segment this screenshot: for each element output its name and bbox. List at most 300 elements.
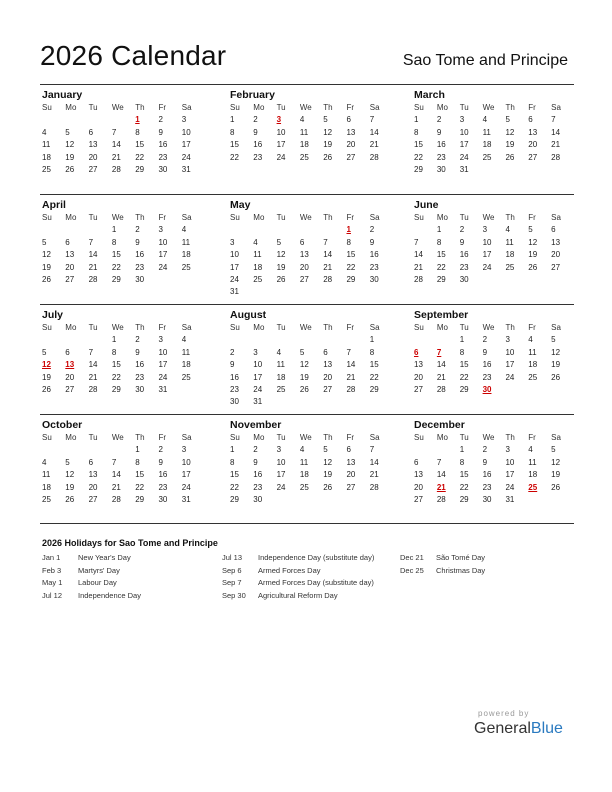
day-cell: 4 — [505, 225, 510, 235]
day-cell: 3 — [181, 445, 187, 455]
weekday-label: We — [482, 103, 495, 112]
day-cell: 21 — [369, 140, 379, 150]
empty-cell — [414, 224, 437, 236]
empty-cell — [65, 334, 88, 346]
empty-cell — [370, 286, 393, 298]
day-cell: 14 — [436, 360, 446, 370]
day-cell: 23 — [482, 482, 492, 492]
week-row — [42, 262, 226, 274]
day-cell: 17 — [253, 372, 263, 382]
day-cell: 6 — [65, 347, 70, 357]
holiday-date: Sep 6 — [222, 565, 242, 575]
weekday-header — [414, 102, 574, 114]
day-cell: 24 — [230, 274, 239, 284]
weekday-label: Sa — [181, 433, 192, 442]
day-cell: 9 — [158, 127, 163, 137]
day-cell: 20 — [346, 470, 356, 480]
day-cell: 21 — [88, 262, 98, 272]
day-cell: 21 — [323, 262, 333, 272]
day-cell: 22 — [436, 262, 446, 272]
weekday-label: Tu — [88, 103, 98, 112]
week-row — [230, 469, 412, 481]
day-cell: 29 — [135, 494, 145, 504]
day-cell: 23 — [158, 482, 168, 492]
weekday-label: Fr — [158, 323, 167, 332]
empty-cell — [42, 224, 65, 236]
day-cell: 4 — [482, 115, 488, 125]
weekday-label: Tu — [459, 103, 469, 112]
day-cell: 1 — [436, 225, 442, 235]
day-cell: 10 — [482, 237, 492, 247]
week-row — [230, 139, 412, 151]
day-cell: 10 — [181, 127, 191, 137]
day-cell: 18 — [505, 250, 515, 260]
weekday-label: Mo — [436, 433, 448, 442]
empty-cell — [89, 444, 112, 456]
day-cell: 11 — [528, 347, 537, 357]
weekday-label: Fr — [528, 103, 536, 112]
day-cell: 17 — [276, 470, 286, 480]
day-cell: 23 — [482, 372, 492, 382]
day-cell: 9 — [436, 127, 442, 137]
empty-cell — [437, 334, 460, 346]
day-cell: 23 — [459, 262, 469, 272]
weekday-label: Sa — [369, 433, 380, 442]
empty-cell — [182, 274, 205, 286]
empty-cell — [346, 334, 369, 346]
day-cell: 7 — [88, 237, 94, 247]
day-cell: 17 — [505, 360, 515, 370]
day-cell: 20 — [414, 482, 423, 492]
weekday-label: Su — [230, 433, 240, 442]
holiday-name: Armed Forces Day (substitute day) — [258, 578, 374, 588]
day-cell: 15 — [111, 250, 121, 260]
day-cell: 20 — [65, 372, 75, 382]
day-cell: 28 — [88, 384, 98, 394]
weekday-label: Su — [42, 323, 52, 332]
empty-cell — [300, 286, 323, 298]
week-row — [414, 494, 574, 506]
weekday-label: We — [482, 213, 495, 222]
day-cell: 27 — [551, 262, 561, 272]
weekday-label: Fr — [528, 323, 536, 332]
day-cell: 23 — [230, 384, 239, 394]
day-cell: 2 — [369, 225, 375, 235]
empty-cell — [42, 334, 65, 346]
day-cell: 6 — [346, 445, 351, 455]
day-cell: 27 — [346, 152, 356, 162]
week-row — [230, 262, 412, 274]
weekday-label: Su — [414, 103, 424, 112]
weekday-header — [414, 212, 574, 224]
day-cell: 28 — [436, 494, 446, 504]
day-cell: 21 — [436, 372, 446, 382]
holiday-day-cell: 3 — [276, 115, 282, 125]
day-cell: 2 — [482, 335, 488, 345]
weekday-header — [230, 432, 412, 444]
day-cell: 18 — [299, 470, 309, 480]
day-cell: 18 — [482, 140, 492, 150]
day-cell: 19 — [65, 482, 75, 492]
day-cell: 24 — [276, 482, 286, 492]
day-cell: 23 — [135, 262, 145, 272]
day-cell: 16 — [230, 372, 239, 382]
day-cell: 7 — [346, 347, 351, 357]
day-cell: 29 — [414, 164, 423, 174]
day-cell: 18 — [528, 470, 538, 480]
day-cell: 11 — [299, 457, 309, 467]
holiday-name: Labour Day — [78, 578, 117, 588]
day-cell: 23 — [253, 152, 263, 162]
empty-cell — [253, 334, 276, 346]
day-cell: 6 — [414, 457, 419, 467]
day-cell: 18 — [253, 262, 263, 272]
day-cell: 7 — [414, 237, 419, 247]
day-cell: 14 — [323, 250, 333, 260]
week-row — [414, 262, 574, 274]
weekday-label: Su — [42, 213, 52, 222]
day-cell: 10 — [230, 250, 239, 260]
day-cell: 20 — [88, 152, 98, 162]
day-cell: 26 — [323, 152, 333, 162]
day-cell: 8 — [459, 457, 465, 467]
weekday-label: Sa — [369, 323, 380, 332]
day-cell: 19 — [323, 470, 333, 480]
day-cell: 16 — [253, 140, 263, 150]
weekday-label: Tu — [88, 433, 98, 442]
day-cell: 4 — [299, 115, 305, 125]
empty-cell — [323, 224, 346, 236]
day-cell: 19 — [551, 470, 561, 480]
day-cell: 1 — [459, 335, 465, 345]
month-november — [226, 415, 412, 523]
month-name: February — [230, 89, 275, 101]
day-cell: 5 — [528, 225, 533, 235]
day-cell: 15 — [459, 360, 469, 370]
day-cell: 2 — [253, 115, 258, 125]
day-cell: 20 — [299, 262, 309, 272]
day-cell: 5 — [65, 127, 70, 137]
day-cell: 29 — [436, 274, 446, 284]
empty-cell — [346, 494, 369, 506]
day-cell: 4 — [181, 335, 187, 345]
day-cell: 18 — [181, 360, 191, 370]
day-cell: 1 — [111, 225, 117, 235]
day-cell: 20 — [551, 250, 561, 260]
day-cell: 7 — [551, 115, 556, 125]
holiday-name: Independence Day (substitute day) — [258, 553, 375, 562]
day-cell: 12 — [505, 127, 515, 137]
month-august — [226, 305, 412, 414]
weekday-label: Mo — [65, 103, 77, 112]
day-cell: 22 — [230, 152, 239, 162]
month-name: July — [42, 309, 64, 321]
empty-cell — [230, 224, 253, 236]
day-cell: 20 — [414, 372, 423, 382]
day-cell: 4 — [253, 237, 258, 247]
day-cell: 3 — [482, 225, 488, 235]
day-cell: 3 — [230, 237, 235, 247]
holiday-entry — [222, 552, 374, 565]
day-cell: 26 — [65, 164, 75, 174]
day-cell: 29 — [230, 494, 239, 504]
day-cell: 11 — [253, 250, 262, 260]
day-cell: 14 — [88, 360, 98, 370]
day-cell: 9 — [135, 237, 140, 247]
empty-cell — [505, 384, 528, 396]
day-cell: 24 — [459, 152, 469, 162]
holiday-day-cell: 13 — [65, 360, 75, 370]
empty-cell — [528, 384, 551, 396]
day-cell: 5 — [323, 115, 328, 125]
day-cell: 10 — [158, 347, 168, 357]
holiday-entry — [222, 577, 374, 590]
day-cell: 16 — [135, 360, 145, 370]
day-cell: 21 — [414, 262, 423, 272]
holiday-day-cell: 21 — [436, 482, 446, 492]
holiday-name: New Year's Day — [78, 553, 131, 562]
day-cell: 28 — [551, 152, 561, 162]
empty-cell — [89, 114, 112, 126]
day-cell: 14 — [346, 360, 356, 370]
weekday-label: We — [111, 213, 124, 222]
day-cell: 12 — [551, 347, 561, 357]
day-cell: 10 — [505, 457, 515, 467]
day-cell: 5 — [65, 457, 70, 467]
weekday-label: Th — [323, 103, 333, 112]
week-row — [42, 372, 226, 384]
holiday-name: Agricultural Reform Day — [258, 590, 338, 600]
weekday-header — [230, 102, 412, 114]
empty-cell — [346, 396, 369, 408]
powered-by-text: powered by — [478, 709, 530, 718]
day-cell: 24 — [276, 152, 286, 162]
holiday-day-cell: 1 — [346, 225, 351, 235]
weekday-label: Su — [230, 323, 240, 332]
day-cell: 30 — [369, 274, 379, 284]
day-cell: 22 — [369, 372, 379, 382]
day-cell: 6 — [551, 225, 556, 235]
day-cell: 24 — [181, 482, 191, 492]
day-cell: 15 — [230, 140, 239, 150]
week-row — [230, 274, 412, 286]
day-cell: 7 — [436, 457, 442, 467]
week-row — [230, 444, 412, 456]
quarter-row — [40, 84, 574, 194]
empty-cell — [277, 396, 300, 408]
weekday-label: Tu — [88, 213, 98, 222]
day-cell: 1 — [230, 115, 235, 125]
empty-cell — [414, 444, 437, 456]
day-cell: 24 — [253, 384, 263, 394]
day-cell: 31 — [158, 384, 168, 394]
week-row — [42, 444, 226, 456]
holiday-entry — [400, 552, 485, 565]
day-cell: 9 — [158, 457, 163, 467]
week-row — [414, 127, 574, 139]
day-cell: 22 — [346, 262, 356, 272]
day-cell: 27 — [323, 384, 333, 394]
holiday-day-cell: 7 — [436, 347, 442, 357]
week-row — [42, 114, 226, 126]
week-row — [230, 359, 412, 371]
day-cell: 25 — [299, 152, 309, 162]
day-cell: 29 — [111, 384, 121, 394]
day-cell: 28 — [323, 274, 333, 284]
day-cell: 6 — [65, 237, 70, 247]
week-row — [414, 457, 574, 469]
empty-cell — [42, 114, 65, 126]
day-cell: 13 — [346, 457, 356, 467]
day-cell: 22 — [459, 372, 469, 382]
month-name: April — [42, 199, 66, 211]
weekday-label: Th — [505, 323, 515, 332]
day-cell: 29 — [111, 274, 121, 284]
day-cell: 18 — [528, 360, 538, 370]
day-cell: 27 — [88, 164, 98, 174]
day-cell: 19 — [299, 372, 309, 382]
brand-logo[interactable] — [474, 720, 563, 738]
weekday-header — [414, 322, 574, 334]
day-cell: 11 — [181, 237, 191, 247]
day-cell: 1 — [111, 335, 117, 345]
day-cell: 16 — [369, 250, 379, 260]
day-cell: 9 — [135, 347, 140, 357]
empty-cell — [300, 494, 323, 506]
holiday-date: Feb 3 — [42, 565, 62, 575]
week-row — [230, 482, 412, 494]
weekday-label: Sa — [551, 433, 561, 442]
empty-cell — [277, 224, 300, 236]
weekday-label: Sa — [551, 213, 561, 222]
day-cell: 4 — [276, 347, 282, 357]
day-cell: 20 — [346, 140, 356, 150]
day-cell: 13 — [65, 250, 75, 260]
week-row — [414, 237, 574, 249]
day-cell: 22 — [135, 152, 145, 162]
week-row — [42, 482, 226, 494]
week-row — [414, 444, 574, 456]
day-cell: 1 — [135, 445, 140, 455]
day-cell: 30 — [482, 494, 492, 504]
weekday-label: Fr — [158, 433, 167, 442]
day-cell: 1 — [369, 335, 375, 345]
weekday-label: Sa — [181, 213, 192, 222]
weekday-label: Fr — [158, 213, 167, 222]
weekday-label: Tu — [88, 323, 98, 332]
day-cell: 8 — [414, 127, 419, 137]
holiday-name: São Tomé Day — [436, 553, 486, 562]
weekday-label: We — [111, 323, 124, 332]
quarter-row — [40, 304, 574, 414]
day-cell: 5 — [505, 115, 510, 125]
week-row — [414, 384, 574, 396]
day-cell: 26 — [551, 482, 561, 492]
day-cell: 2 — [253, 445, 258, 455]
week-row — [230, 494, 412, 506]
day-cell: 11 — [181, 347, 191, 357]
empty-cell — [253, 286, 276, 298]
day-cell: 13 — [299, 250, 309, 260]
day-cell: 8 — [230, 457, 235, 467]
day-cell: 26 — [528, 262, 538, 272]
day-cell: 4 — [42, 457, 47, 467]
day-cell: 17 — [505, 470, 515, 480]
month-june — [412, 195, 574, 304]
month-february — [226, 85, 412, 194]
day-cell: 24 — [158, 262, 168, 272]
empty-cell — [505, 164, 528, 176]
day-cell: 20 — [323, 372, 333, 382]
month-march — [412, 85, 574, 194]
holiday-entry — [400, 565, 485, 578]
holiday-name: Armed Forces Day — [258, 565, 321, 575]
day-cell: 21 — [369, 470, 379, 480]
holiday-date: Jan 1 — [42, 553, 61, 562]
day-cell: 27 — [65, 274, 75, 284]
day-cell: 19 — [551, 360, 561, 370]
day-cell: 22 — [414, 152, 423, 162]
day-cell: 16 — [135, 250, 145, 260]
day-cell: 5 — [42, 237, 47, 247]
weekday-label: Th — [505, 213, 515, 222]
weekday-label: Mo — [253, 103, 265, 112]
week-row — [414, 224, 574, 236]
day-cell: 16 — [482, 360, 492, 370]
day-cell: 26 — [505, 152, 515, 162]
day-cell: 18 — [42, 482, 51, 492]
day-cell: 10 — [505, 347, 515, 357]
empty-cell — [528, 274, 551, 286]
weekday-label: We — [482, 433, 495, 442]
day-cell: 14 — [414, 250, 423, 260]
day-cell: 6 — [528, 115, 533, 125]
week-row — [230, 334, 412, 346]
weekday-label: Tu — [459, 323, 469, 332]
weekday-header — [42, 212, 226, 224]
day-cell: 26 — [276, 274, 286, 284]
day-cell: 9 — [482, 457, 488, 467]
day-cell: 12 — [65, 140, 75, 150]
day-cell: 17 — [181, 140, 191, 150]
empty-cell — [65, 114, 88, 126]
day-cell: 30 — [253, 494, 263, 504]
day-cell: 7 — [111, 127, 117, 137]
month-september — [412, 305, 574, 414]
weekday-header — [42, 432, 226, 444]
weekday-header — [230, 212, 412, 224]
empty-cell — [277, 286, 300, 298]
week-row — [42, 249, 226, 261]
day-cell: 28 — [346, 384, 356, 394]
day-cell: 21 — [346, 372, 356, 382]
day-cell: 1 — [230, 445, 235, 455]
page-title: 2026 Calendar — [40, 40, 227, 71]
day-cell: 4 — [181, 225, 187, 235]
day-cell: 15 — [135, 470, 145, 480]
week-row — [230, 347, 412, 359]
month-name: August — [230, 309, 267, 321]
day-cell: 28 — [111, 494, 121, 504]
day-cell: 6 — [323, 347, 328, 357]
day-cell: 30 — [135, 274, 145, 284]
weekday-label: Mo — [253, 213, 265, 222]
week-row — [230, 127, 412, 139]
week-row — [414, 249, 574, 261]
day-cell: 23 — [135, 372, 145, 382]
day-cell: 15 — [111, 360, 121, 370]
month-name: November — [230, 419, 282, 431]
